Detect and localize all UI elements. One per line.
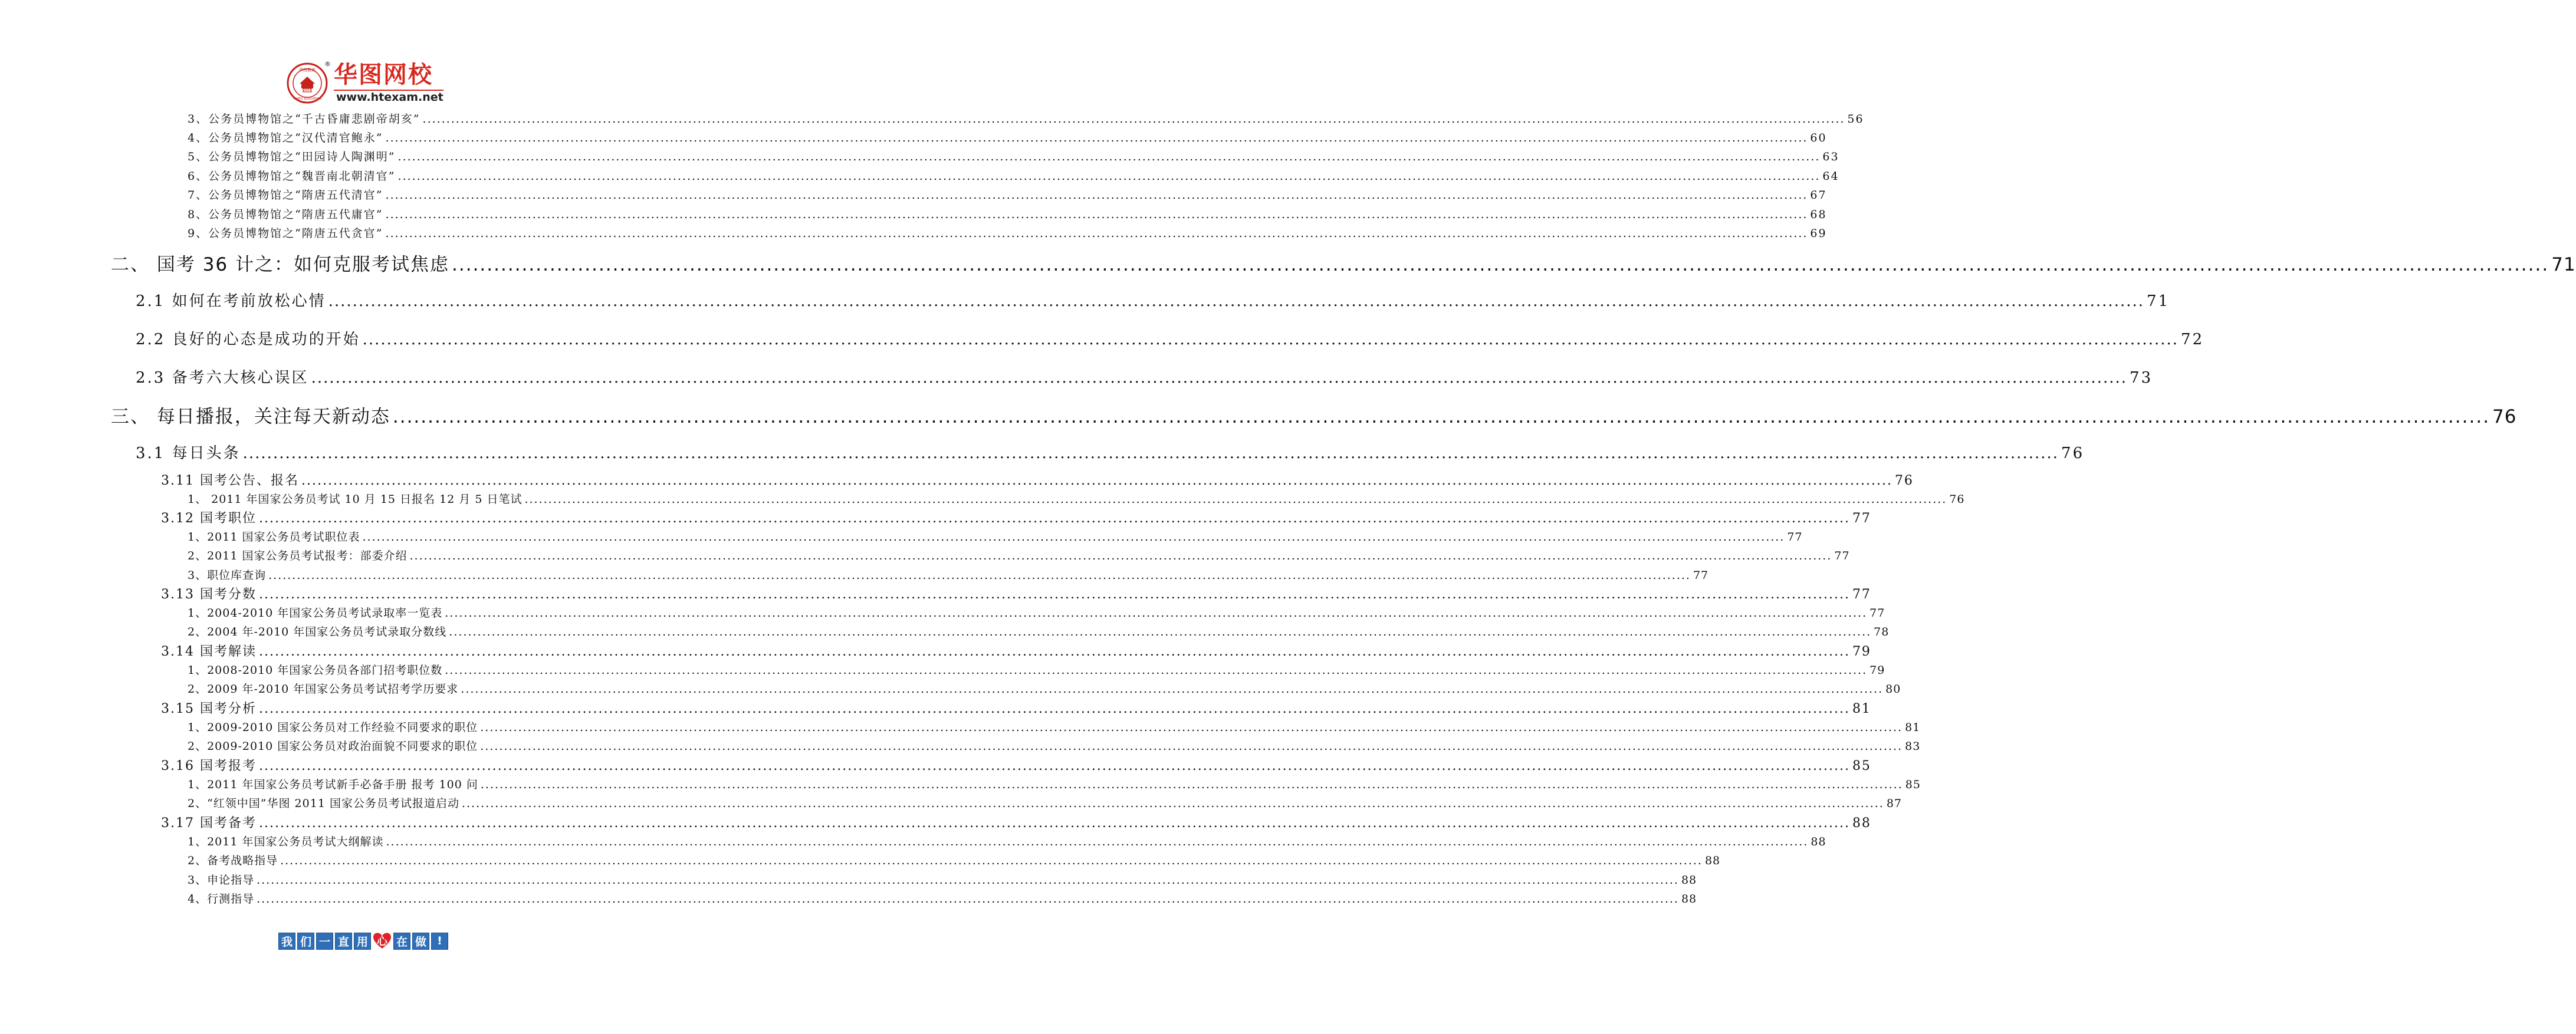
toc-page: 60	[1810, 131, 1827, 144]
toc-entry[interactable]	[188, 719, 1921, 735]
huatu-seal-icon	[287, 62, 328, 104]
slogan-char: 在	[393, 933, 410, 950]
brand-wordmark	[334, 61, 446, 105]
toc-entry[interactable]	[188, 776, 1921, 792]
toc-page: 76	[1949, 493, 1965, 506]
toc-subsection[interactable]	[136, 327, 2204, 349]
toc-title: 3.14 国考解读	[161, 644, 257, 659]
toc-leader: ............................................................................................................................................................................................................................................................................................................	[452, 254, 2549, 275]
toc-title: 3、申论指导	[188, 874, 255, 887]
toc-entry[interactable]	[188, 186, 1827, 202]
toc-entry[interactable]	[188, 852, 1721, 868]
toc-entry[interactable]	[188, 167, 1839, 183]
toc-leader: ............................................................................................................................................................................................................................................................................................................	[258, 702, 1850, 716]
toc-title: 7、公务员博物馆之“隋唐五代清官”	[188, 189, 383, 202]
toc-page: 83	[1905, 740, 1921, 753]
toc-title: 3.1 每日头条	[136, 444, 241, 462]
toc-page: 71	[2551, 254, 2576, 275]
footer-slogan-banner	[278, 932, 448, 950]
toc-title: 2、“红领中国”华图 2011 国家公务员考试报道启动	[188, 797, 459, 810]
toc-page: 88	[1681, 874, 1697, 887]
toc-title: 3.12 国考职位	[161, 511, 257, 526]
toc-page: 77	[1693, 569, 1709, 582]
slogan-char: 心	[377, 936, 387, 948]
toc-leader: ............................................................................................................................................................................................................................................................................................................	[301, 473, 1892, 488]
toc-leader: ............................................................................................................................................................................................................................................................................................................	[242, 444, 2059, 462]
toc-title: 1、2004-2010 年国家公务员考试录取率一览表	[188, 607, 443, 620]
toc-page: 67	[1810, 189, 1827, 202]
toc-title: 2.3 备考六大核心误区	[136, 369, 309, 387]
toc-page: 85	[1852, 759, 1871, 773]
toc-page: 68	[1810, 208, 1827, 221]
brand-logo	[287, 61, 446, 105]
toc-title: 6、公务员博物馆之“魏晋南北朝清官”	[188, 170, 396, 183]
toc-entry[interactable]	[188, 737, 1921, 753]
slogan-char: 做	[412, 933, 429, 950]
toc-entry[interactable]	[188, 567, 1709, 582]
slogan-char: 用	[354, 933, 371, 950]
toc-page: 88	[1704, 854, 1721, 867]
toc-leader: ............................................................................................................................................................................................................................................................................................................	[392, 406, 2490, 427]
toc-entry[interactable]	[188, 871, 1697, 887]
toc-title: 8、公务员博物馆之“隋唐五代庸官”	[188, 208, 383, 221]
toc-leader: ............................................................................................................................................................................................................................................................................................................	[385, 208, 1808, 221]
toc-page: 71	[2147, 292, 2170, 310]
toc-title: 3.17 国考备考	[161, 816, 257, 831]
toc-page: 80	[1885, 683, 1901, 696]
toc-entry[interactable]	[161, 508, 1871, 526]
seal-year: 2001	[303, 88, 312, 93]
toc-entry[interactable]	[161, 584, 1871, 602]
registered-mark: ®	[324, 60, 331, 68]
toc-entry[interactable]	[188, 129, 1827, 145]
toc-page: 88	[1811, 835, 1826, 848]
toc-entry[interactable]	[161, 641, 1871, 660]
toc-page: 77	[1834, 549, 1850, 562]
toc-title: 2、2009 年-2010 年国家公务员考试招考学历要求	[188, 683, 459, 696]
slogan-char: 一	[316, 933, 333, 950]
toc-page: 77	[1852, 587, 1871, 602]
toc-entry[interactable]	[161, 813, 1871, 831]
toc-page: 64	[1822, 170, 1839, 183]
toc-entry[interactable]	[188, 110, 1864, 126]
toc-entry[interactable]	[188, 528, 1803, 544]
brand-name: 华图网校	[334, 61, 433, 88]
toc-page: 56	[1847, 113, 1864, 126]
toc-title: 2、2011 国家公务员考试报考：部委介绍	[188, 549, 408, 562]
toc-entry[interactable]	[188, 661, 1885, 677]
toc-leader: ............................................................................................................................................................................................................................................................................................................	[461, 683, 1884, 696]
toc-page: 77	[1787, 531, 1803, 544]
toc-title: 4、行测指导	[188, 893, 255, 905]
toc-page: 76	[2061, 444, 2085, 462]
toc-entry[interactable]	[188, 604, 1885, 620]
toc-title: 1、 2011 年国家公务员考试 10 月 15 日报名 12 月 5 日笔试	[188, 493, 523, 506]
toc-leader: ............................................................................................................................................................................................................................................................................................................	[445, 664, 1868, 677]
toc-page: 63	[1822, 150, 1839, 163]
toc-page: 78	[1874, 625, 1890, 638]
toc-leader: ............................................................................................................................................................................................................................................................................................................	[397, 150, 1821, 163]
toc-title: 二、 国考 36 计之：如何克服考试焦虑	[111, 254, 450, 275]
toc-page: 87	[1886, 797, 1903, 810]
toc-subsection[interactable]	[136, 365, 2153, 387]
toc-leader: ............................................................................................................................................................................................................................................................................................................	[449, 625, 1872, 638]
toc-section[interactable]	[111, 401, 2517, 428]
toc-title: 三、 每日播报，关注每天新动态	[111, 406, 390, 427]
toc-leader: ............................................................................................................................................................................................................................................................................................................	[385, 227, 1808, 240]
toc-title: 1、2011 年国家公务员考试大纲解读	[188, 835, 384, 848]
toc-page: 85	[1905, 778, 1921, 791]
toc-leader: ............................................................................................................................................................................................................................................................................................................	[480, 721, 1903, 734]
toc-page: 81	[1852, 702, 1871, 716]
slogan-char: 们	[297, 933, 314, 950]
toc-title: 5、公务员博物馆之“田园诗人陶渊明”	[188, 150, 396, 163]
toc-subsection[interactable]	[136, 289, 2170, 311]
toc-entry[interactable]	[161, 756, 1871, 774]
toc-title: 2、备考战略指导	[188, 854, 278, 867]
toc-leader: ............................................................................................................................................................................................................................................................................................................	[258, 644, 1850, 659]
toc-title: 9、公务员博物馆之“隋唐五代贪官”	[188, 227, 383, 240]
toc-page: 72	[2181, 331, 2204, 348]
toc-title: 3.16 国考报考	[161, 759, 257, 773]
toc-leader: ............................................................................................................................................................................................................................................................................................................	[524, 493, 1947, 506]
toc-entry[interactable]	[161, 470, 1914, 489]
toc-entry[interactable]	[188, 490, 1965, 506]
toc-leader: ............................................................................................................................................................................................................................................................................................................	[422, 113, 1845, 126]
toc-page: 76	[1894, 473, 1914, 488]
toc-leader: ............................................................................................................................................................................................................................................................................................................	[257, 893, 1679, 905]
toc-leader: ............................................................................................................................................................................................................................................................................................................	[258, 511, 1850, 526]
toc-leader: ............................................................................................................................................................................................................................................................................................................	[445, 607, 1868, 620]
toc-page: 76	[2492, 406, 2517, 427]
seal-text-bottom: HUATU EDUCATION	[293, 97, 322, 101]
toc-leader: ............................................................................................................................................................................................................................................................................................................	[362, 331, 2179, 348]
toc-leader: ............................................................................................................................................................................................................................................................................................................	[257, 874, 1679, 887]
toc-page: 79	[1869, 664, 1885, 677]
toc-entry[interactable]	[188, 680, 1901, 696]
toc-entry[interactable]	[188, 206, 1827, 222]
toc-title: 4、公务员博物馆之“汉代清官鲍永”	[188, 131, 383, 144]
toc-leader: ............................................................................................................................................................................................................................................................................................................	[311, 369, 2128, 387]
toc-title: 2.2 良好的心态是成功的开始	[136, 331, 360, 348]
toc-leader: ............................................................................................................................................................................................................................................................................................................	[280, 854, 1703, 867]
toc-leader: ............................................................................................................................................................................................................................................................................................................	[258, 816, 1850, 831]
toc-page: 73	[2130, 369, 2153, 387]
toc-leader: ............................................................................................................................................................................................................................................................................................................	[480, 740, 1903, 753]
seal-text-top: 华图教育	[299, 68, 316, 73]
toc-leader: ............................................................................................................................................................................................................................................................................................................	[362, 531, 1785, 544]
toc-entry[interactable]	[188, 225, 1827, 241]
toc-entry[interactable]	[188, 890, 1697, 906]
toc-page: 77	[1869, 607, 1885, 620]
toc-entry[interactable]	[188, 547, 1850, 563]
toc-title: 1、2011 国家公务员考试职位表	[188, 531, 360, 544]
heart-icon	[373, 932, 392, 950]
toc-leader: ............................................................................................................................................................................................................................................................................................................	[258, 759, 1850, 773]
slogan-char: 直	[335, 933, 352, 950]
toc-entry[interactable]	[188, 833, 1826, 849]
toc-title: 3.11 国考公告、报名	[161, 473, 299, 488]
toc-page: 77	[1852, 511, 1871, 526]
toc-title: 2、2004 年-2010 年国家公务员考试录取分数线	[188, 625, 447, 638]
toc-section[interactable]	[111, 249, 2576, 276]
toc-leader: ............................................................................................................................................................................................................................................................................................................	[409, 549, 1832, 562]
toc-page: 81	[1905, 721, 1921, 734]
toc-page: 88	[1681, 893, 1697, 905]
toc-leader: ............................................................................................................................................................................................................................................................................................................	[397, 170, 1821, 183]
toc-entry[interactable]	[188, 623, 1890, 639]
toc-leader: ............................................................................................................................................................................................................................................................................................................	[268, 569, 1691, 582]
toc-entry[interactable]	[188, 148, 1839, 164]
toc-title: 2、2009-2010 国家公务员对政治面貌不同要求的职位	[188, 740, 478, 753]
toc-leader: ............................................................................................................................................................................................................................................................................................................	[461, 797, 1884, 810]
toc-entry[interactable]	[161, 699, 1871, 717]
toc-leader: ............................................................................................................................................................................................................................................................................................................	[386, 835, 1809, 848]
toc-title: 3.15 国考分析	[161, 702, 257, 716]
slogan-char: !	[431, 933, 448, 950]
toc-leader: ............................................................................................................................................................................................................................................................................................................	[385, 131, 1808, 144]
toc-entry[interactable]	[188, 795, 1903, 811]
toc-page: 79	[1852, 644, 1871, 659]
toc-title: 3.13 国考分数	[161, 587, 257, 602]
toc-leader: ............................................................................................................................................................................................................................................................................................................	[480, 778, 1903, 791]
toc-title: 1、2009-2010 国家公务员对工作经验不同要求的职位	[188, 721, 478, 734]
toc-leader: ............................................................................................................................................................................................................................................................................................................	[328, 292, 2145, 310]
toc-subsection[interactable]	[136, 441, 2085, 463]
toc-title: 1、2011 年国家公务员考试新手必备手册 报考 100 问	[188, 778, 478, 791]
toc-title: 2.1 如何在考前放松心情	[136, 292, 326, 310]
brand-url: www.htexam.net	[336, 91, 443, 104]
toc-title: 3、职位库查询	[188, 569, 267, 582]
toc-title: 1、2008-2010 年国家公务员各部门招考职位数	[188, 664, 443, 677]
toc-page: 69	[1810, 227, 1827, 240]
toc-leader: ............................................................................................................................................................................................................................................................................................................	[258, 587, 1850, 602]
toc-leader: ............................................................................................................................................................................................................................................................................................................	[385, 189, 1808, 202]
toc-title: 3、公务员博物馆之“千古昏庸悲剧帝胡亥”	[188, 113, 420, 126]
toc-page: 88	[1852, 816, 1871, 831]
slogan-char: 我	[278, 933, 295, 950]
